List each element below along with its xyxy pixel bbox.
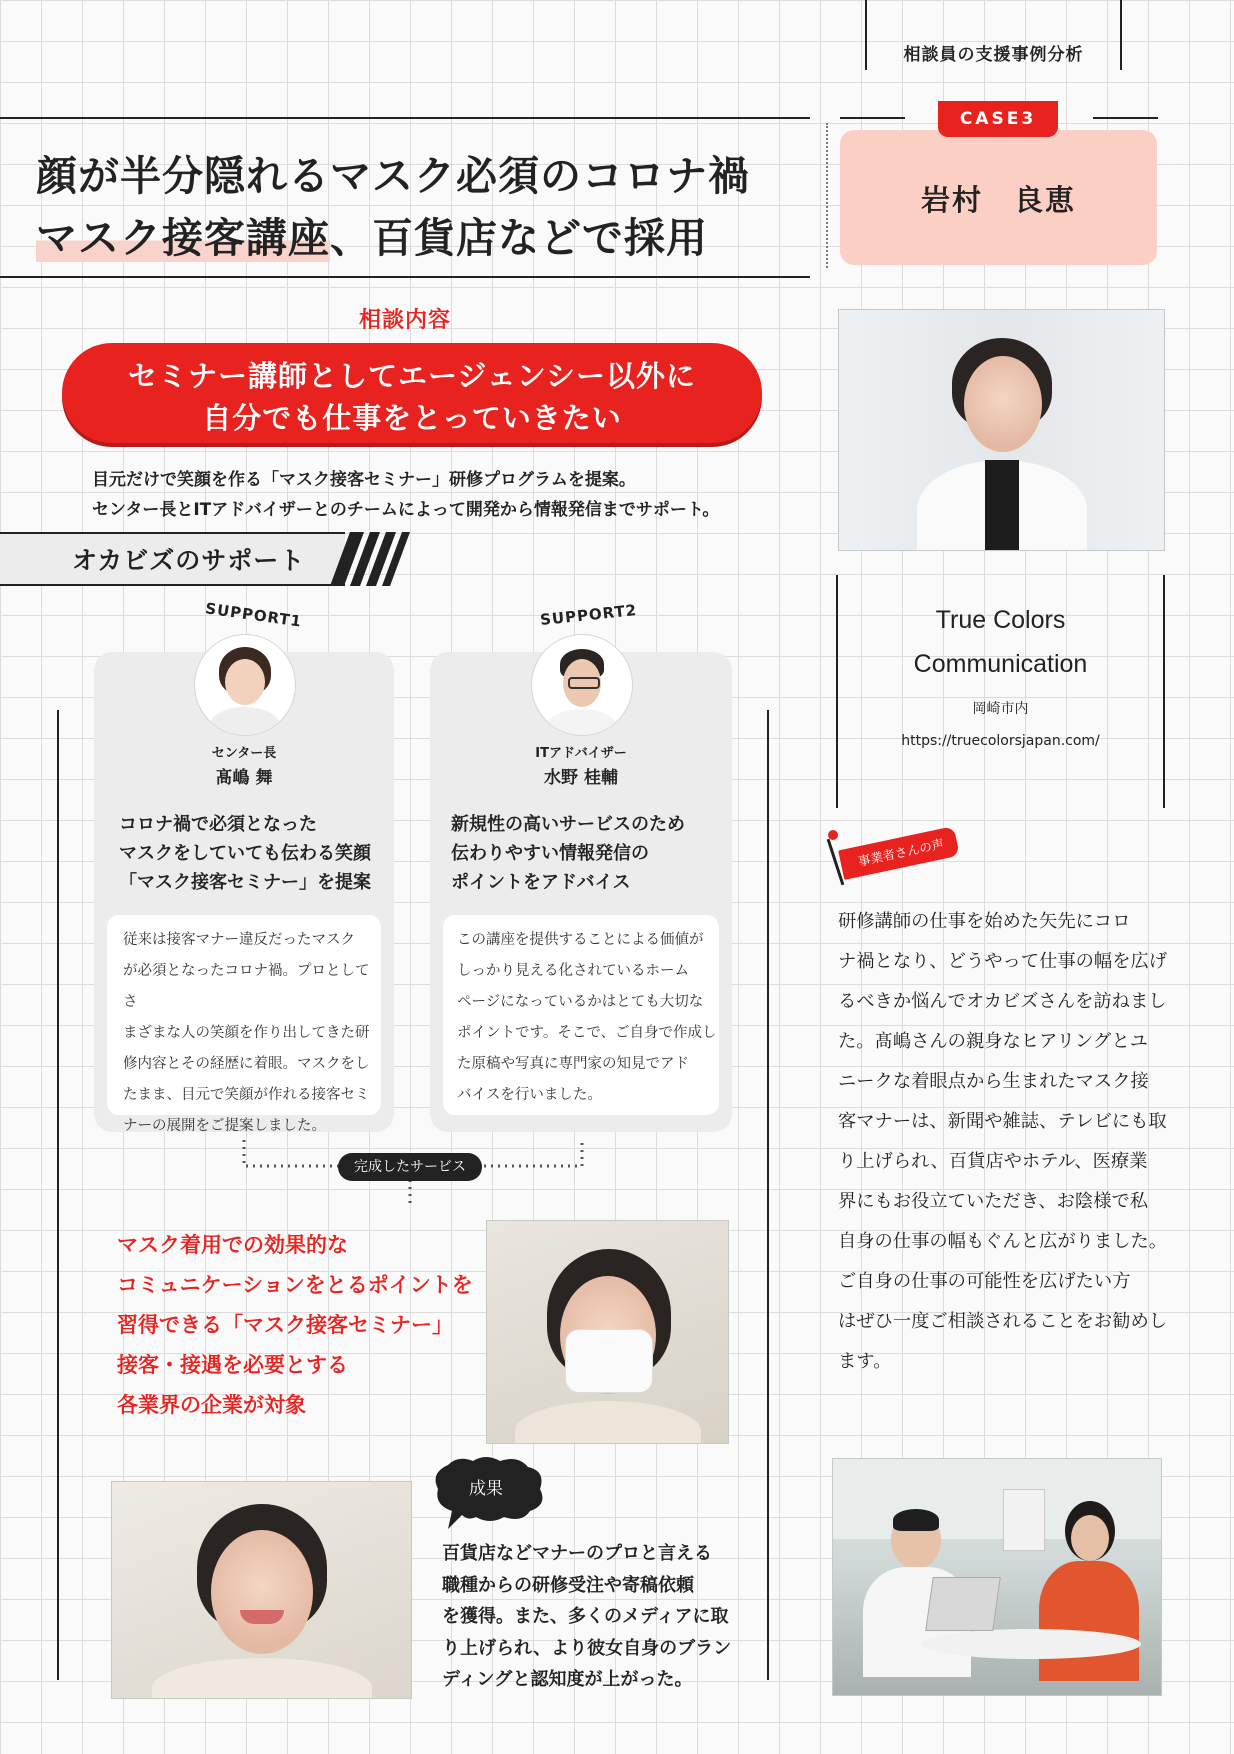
photo-meeting	[832, 1458, 1162, 1696]
support1-name: 髙嶋 舞	[215, 768, 273, 788]
title-line2-rest: 、百貨店などで採用	[330, 214, 708, 262]
right-frame-line	[767, 710, 769, 1680]
support2-headline: 新規性の高いサービスのため 伝わりやすい情報発信の ポイントをアドバイス	[451, 814, 685, 893]
company-url[interactable]: https://truecolorsjapan.com/	[901, 733, 1100, 749]
case-badge: CASE3	[938, 101, 1058, 137]
completed-service-pill: 完成したサービス	[338, 1153, 482, 1181]
title-top-rule	[0, 117, 810, 119]
case-rule-left	[840, 117, 905, 119]
left-frame-line	[57, 710, 59, 1680]
client-name: 岩村 良恵	[920, 183, 1076, 217]
result-text: 百貨店などマナーのプロと言える 職種からの研修受注や寄稿依頼 を獲得。また、多くのメディアに取 り上げられ、より彼女自身のブラン ディングと認知度が上がった。	[442, 1543, 732, 1690]
flag-pole-top	[828, 830, 838, 840]
page-title-line1: 顔が半分隠れるマスク必須のコロナ禍	[36, 152, 750, 200]
company-box-right-border	[1163, 575, 1165, 808]
company-location: 岡崎市内	[972, 701, 1029, 717]
voice-text: 研修講師の仕事を始めた矢先にコロ ナ禍となり、どうやって仕事の幅を広げ るべきか悩んでオカビズさんを訪ねまし た。髙嶋さんの親身なヒアリングとユ ニークな着眼点から生まれたマスク接 客マナーは、新聞や雑誌、テレビにも取 り上げられ、百貨店やホテル、医療業 界にもお役立ていただき、お陰様で私 自身の仕事の幅もぐんと広がりました。 ご自身の仕事の可能性を広げたい方 はぜひ一度ご相談されることをお勧めし ます。	[838, 911, 1168, 1372]
title-bottom-rule	[0, 276, 810, 278]
company-name: True Colors Communication	[913, 606, 1088, 678]
support2-name: 水野 桂輔	[544, 768, 618, 788]
section-tab-label: 相談員の支援事例分析	[903, 45, 1084, 65]
case-rule-right	[1093, 117, 1158, 119]
consultation-summary-line2: センター長とITアドバイザーとのチームによって開発から情報発信までサポート。	[92, 500, 720, 520]
support1-role: センター長	[211, 746, 277, 761]
support-label-2: SUPPORT2	[539, 600, 638, 630]
support2-role: ITアドバイザー	[535, 746, 627, 761]
result-bubble-label: 成果	[469, 1479, 503, 1499]
support1-body: 従来は接客マナー違反だったマスク が必須となったコロナ禍。プロとしてさ まざまな人の笑顔を作り出してきた研 修内容とその経歴に着眼。マスクをし たまま、目元で笑顔が作れる接客セミ ナーの展開をご提案しました。	[107, 915, 381, 1115]
support-label-1: SUPPORT1	[204, 599, 304, 631]
photo-smiling-portrait	[111, 1481, 412, 1699]
avatar-takashima	[194, 634, 296, 736]
consultation-label: 相談内容	[358, 308, 451, 333]
title-highlight: マスク接客講座	[36, 214, 330, 262]
support-heading: オカビズのサポート	[72, 546, 306, 575]
case-dotted-divider	[826, 123, 830, 268]
voice-flag-label: 事業者さんの声	[856, 836, 946, 869]
support-heading-stripes	[330, 532, 410, 586]
avatar-mizuno	[531, 634, 633, 736]
support1-headline: コロナ禍で必須となった マスクをしていても伝わる笑顔 「マスク接客セミナー」を提案	[119, 814, 371, 893]
photo-client-portrait	[838, 309, 1165, 551]
consultation-banner-line1: セミナー講師としてエージェンシー以外に	[127, 359, 697, 393]
consultation-summary-line1: 目元だけで笑顔を作る「マスク接客セミナー」研修プログラムを提案。	[92, 470, 636, 490]
page-title-line2	[36, 205, 708, 264]
service-description: マスク着用での効果的な コミュニケーションをとるポイントを 習得できる「マスク接客セミナー」 接客・接遇を必要とする 各業界の企業が対象	[117, 1233, 473, 1417]
consultation-banner-line2: 自分でも仕事をとっていきたい	[202, 401, 622, 435]
support2-body: この講座を提供することによる価値が しっかり見える化されているホーム ページになっているかはとても大切な ポイントです。そこで、ご自身で作成し た原稿や写真に専門家の知見でアド バイスを行いました。	[443, 915, 719, 1115]
photo-masked-portrait	[486, 1220, 729, 1444]
